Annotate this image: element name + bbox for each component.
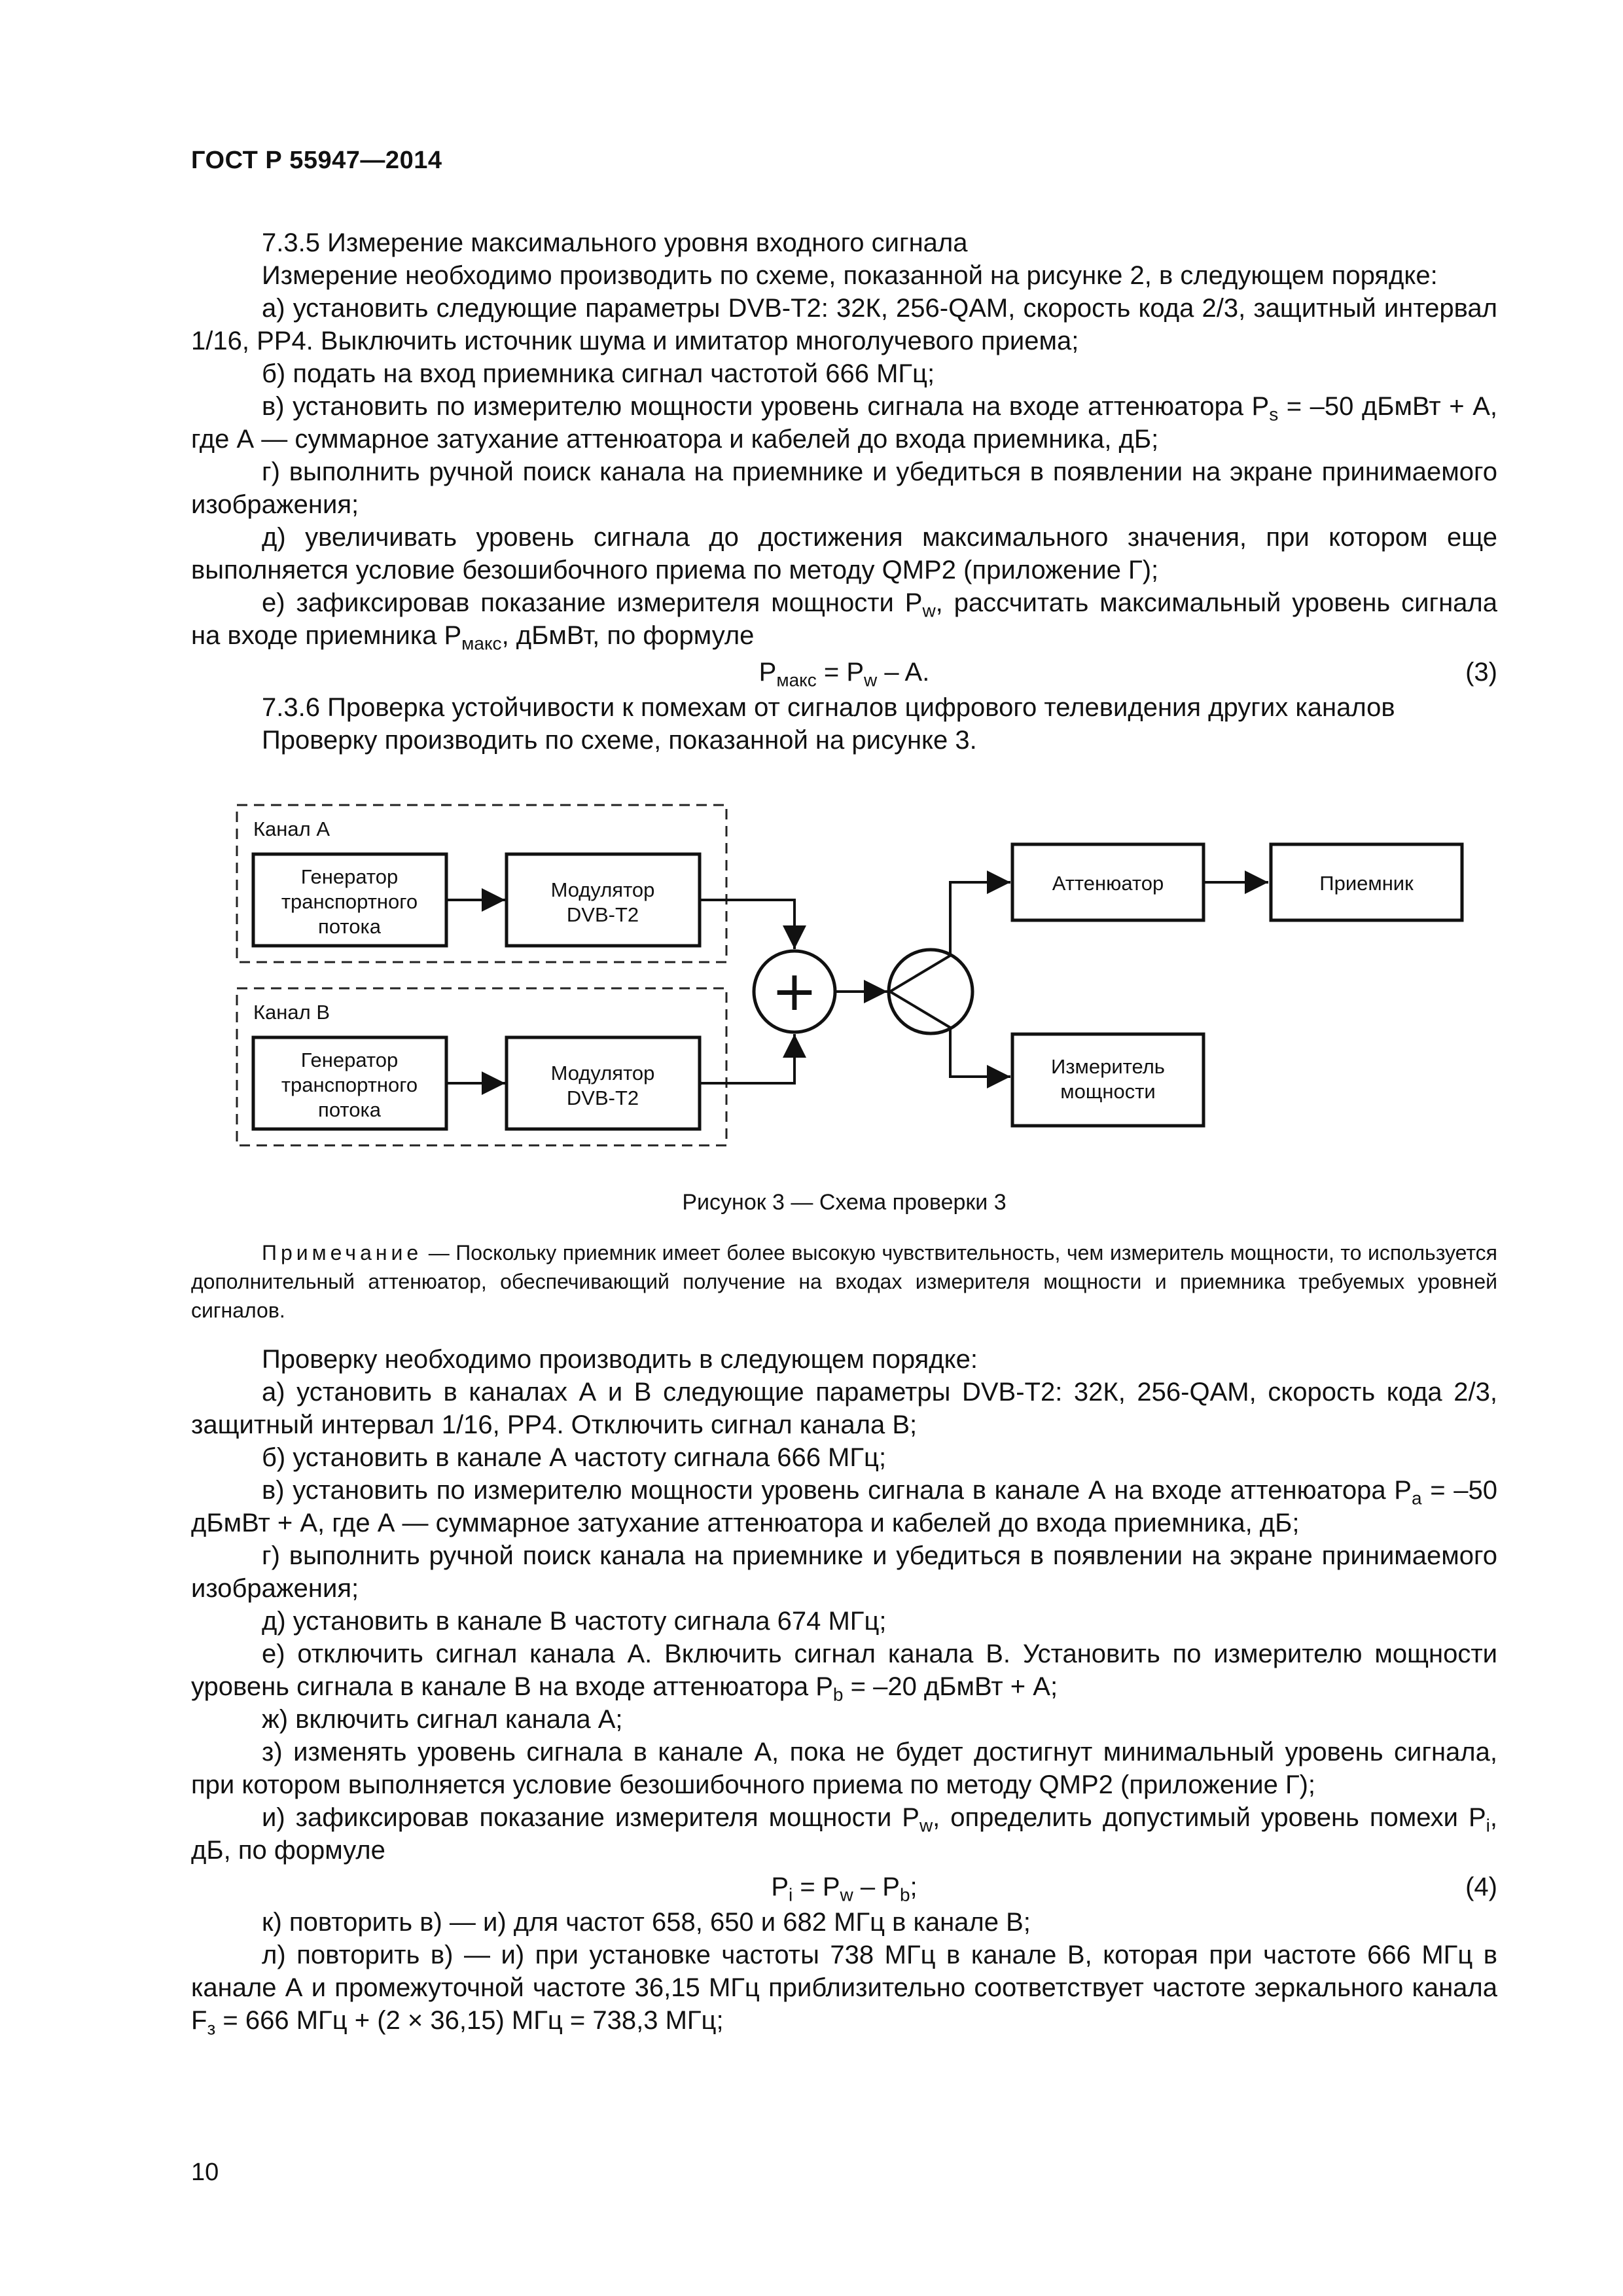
paragraph: Проверку производить по схеме, показанной на рисунке 3. <box>262 726 977 755</box>
document-header: ГОСТ Р 55947—2014 <box>191 147 442 174</box>
arrow-splitter-to-attenuator <box>950 882 1010 956</box>
arrow-splitter-to-meter <box>950 1028 1010 1077</box>
modulator-a-text: Модулятор <box>550 878 655 901</box>
note-label: Примечание <box>262 1241 423 1265</box>
paragraph: Проверку необходимо производить в следующем порядке: <box>262 1345 978 1374</box>
list-item: е) зафиксировав показание измерителя мощности $P_w$, рассчитать максимальный уровень сигнала на входе приемника $P_{макс}$, дБмВт, по формуле <box>191 588 1497 654</box>
formula-4 <box>191 1867 1497 1906</box>
list-item: д) увеличивать уровень сигнала до достижения максимального значения, при котором еще выполняется условие безошибочного приема по методу QMP2 (приложение Г); <box>191 523 1497 584</box>
page-number: 10 <box>191 2159 219 2186</box>
modulator-a-text: DVB-T2 <box>566 903 639 926</box>
list-item: и) зафиксировав показание измерителя мощности $P_w$, определить допустимый уровень помехи $P_i$, дБ, по формуле <box>191 1803 1497 1865</box>
note <box>191 1238 1497 1325</box>
generator-b-text: транспортного <box>281 1073 418 1096</box>
channel-a-label: Канал А <box>253 817 330 840</box>
arrow-mod-b-to-adder <box>700 1034 794 1083</box>
splitter-line-up <box>890 956 950 992</box>
adder-plus-icon: + <box>771 959 818 1023</box>
list-item: а) установить в каналах А и В следующие параметры DVB-T2: 32К, 256-QAM, скорость кода 2/3, защитный интервал 1/16, PP4. Отключить сигнал канала В; <box>191 1378 1497 1439</box>
splitter-line-down <box>890 992 950 1028</box>
modulator-b-text: Модулятор <box>550 1062 655 1085</box>
section-heading: 7.3.6 Проверка устойчивости к помехам от сигналов цифрового телевидения других каналов <box>262 693 1395 722</box>
receiver-text: Приемник <box>1319 872 1414 895</box>
list-item: в) установить по измерителю мощности уровень сигнала на входе аттенюатора $P_s = -50$ дБмВт + А, где А — суммарное затухание аттенюатора и кабелей до входа приемника, дБ; <box>191 392 1498 454</box>
note-text: — Поскольку приемник имеет более высокую чувствительность, чем измеритель мощности, то используется дополнительный аттенюатор, обеспечивающий получение на входах измерителя мощности и приемника требуемых уровней сигналов. <box>191 1241 1497 1322</box>
generator-a-text: Генератор <box>300 865 399 888</box>
list-item: а) установить следующие параметры DVB-T2: 32К, 256-QAM, скорость кода 2/3, защитный интервал 1/16, PP4. Выключить источник шума и имитатор многолучевого приема; <box>191 294 1497 355</box>
generator-a-text: транспортного <box>281 890 418 913</box>
splitter-circle <box>889 950 972 1033</box>
list-item: е) отключить сигнал канала А. Включить сигнал канала В. Установить по измерителю мощности уровень сигнала в канале В на входе аттенюатора $P_b = -20$ дБмВт + А; <box>191 1640 1497 1705</box>
list-item: з) изменять уровень сигнала в канале А, пока не будет достигнут минимальный уровень сигнала, при котором выполняется условие безошибочного приема по методу QMP2 (приложение Г); <box>191 1738 1497 1799</box>
section-heading: 7.3.5 Измерение максимального уровня входного сигнала <box>262 228 968 257</box>
figure-caption: Рисунок 3 — Схема проверки 3 <box>682 1190 1007 1215</box>
modulator-b-text: DVB-T2 <box>566 1086 639 1109</box>
power-meter-text: Измеритель <box>1051 1055 1165 1078</box>
formula-number: (4) <box>1465 1873 1497 1901</box>
generator-b-text: Генератор <box>300 1049 399 1071</box>
formula-3 <box>191 652 1497 691</box>
diagram-svg <box>191 792 1497 1158</box>
formula-expression: $P_{макс} = P_w - A$. <box>758 658 930 691</box>
paragraph: Измерение необходимо производить по схеме, показанной на рисунке 2, в следующем порядке: <box>262 261 1438 290</box>
list-item: д) установить в канале В частоту сигнала 674 МГц; <box>262 1607 887 1636</box>
list-item: л) повторить в) — и) при установке частоты 738 МГц в канале В, которая при частоте 666 МГц в канале А и промежуточной частоте 36,15 МГц приблизительно соответствует частоте зеркального канала $F_з = 666$ МГц + (2 × 36,15) МГц = 738,3 МГц; <box>191 1941 1497 2039</box>
generator-b-text: потока <box>318 1098 381 1121</box>
list-item: ж) включить сигнал канала А; <box>262 1705 623 1734</box>
formula-expression: $P_i = P_w - P_b$; <box>771 1873 918 1905</box>
generator-a-text: потока <box>318 915 381 938</box>
formula-number: (3) <box>1465 658 1497 687</box>
list-item: г) выполнить ручной поиск канала на приемнике и убедиться в появлении на экране принимаемого изображения; <box>191 1541 1497 1603</box>
list-item: б) подать на вход приемника сигнал частотой 666 МГц; <box>262 359 935 388</box>
arrow-mod-a-to-adder <box>700 900 794 949</box>
list-item: г) выполнить ручной поиск канала на приемнике и убедиться в появлении на экране принимаемого изображения; <box>191 457 1497 519</box>
section-7-3-5 <box>191 226 1497 757</box>
list-item: б) установить в канале А частоту сигнала 666 МГц; <box>262 1443 887 1472</box>
list-item: к) повторить в) — и) для частот 658, 650 и 682 МГц в канале В; <box>262 1908 1031 1937</box>
figure-3-diagram <box>191 792 1497 1158</box>
channel-b-label: Канал В <box>253 1001 330 1024</box>
power-meter-text: мощности <box>1060 1080 1156 1103</box>
procedure <box>191 1343 1497 2037</box>
list-item: в) установить по измерителю мощности уровень сигнала в канале А на входе аттенюатора $P_a = -50$ дБмВт + А, где А — суммарное затухание аттенюатора и кабелей до входа приемника, дБ; <box>191 1476 1497 1537</box>
attenuator-text: Аттенюатор <box>1052 872 1164 895</box>
